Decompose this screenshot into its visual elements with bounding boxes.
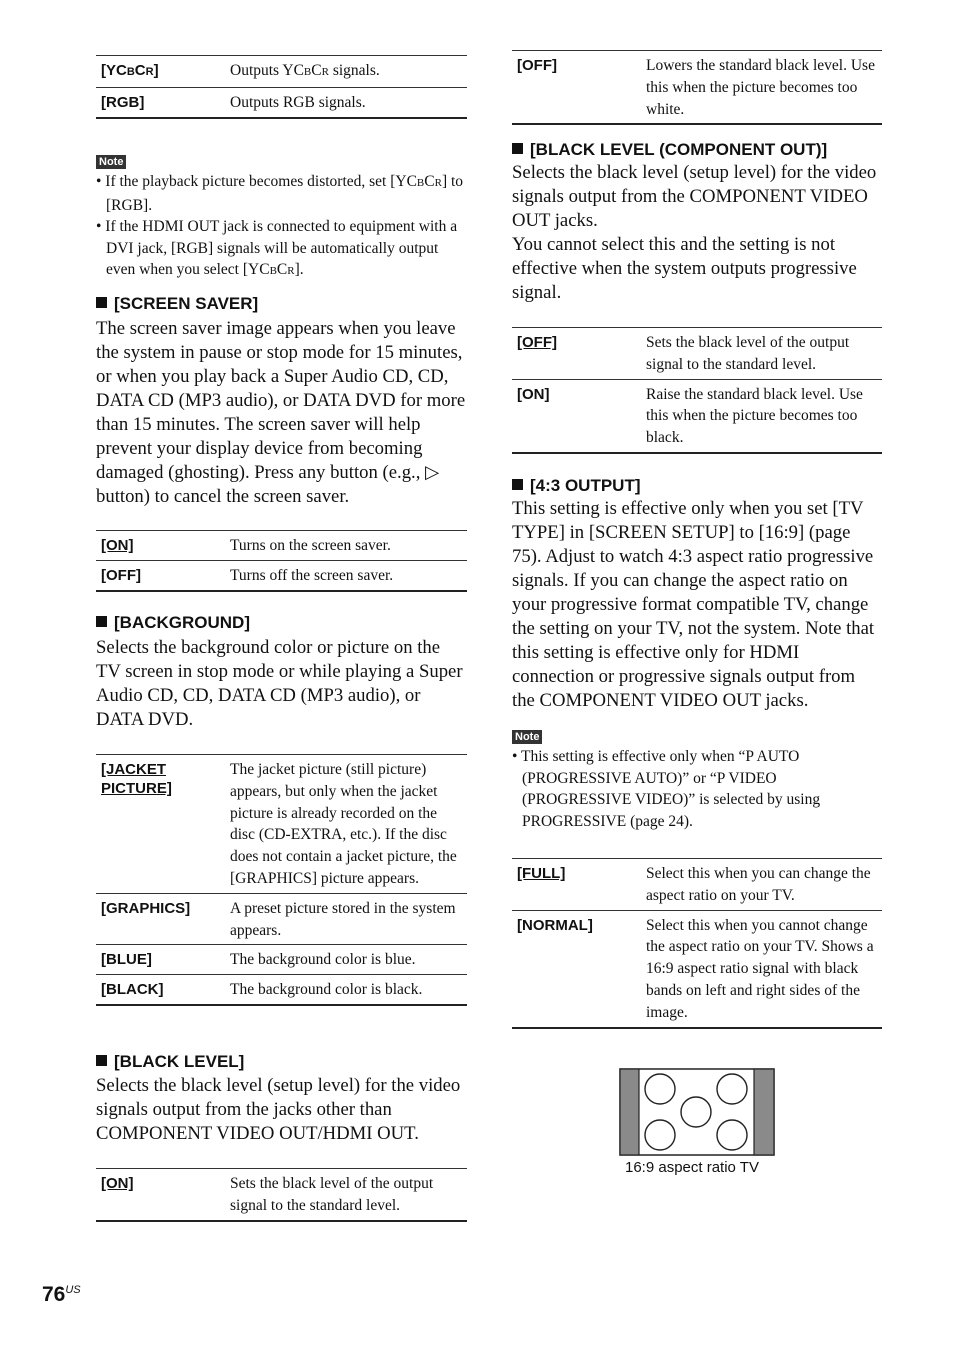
option-key: [GRAPHICS] [101, 899, 191, 917]
option-value: A preset picture stored in the system appears. [230, 899, 456, 939]
black-level-table [96, 1168, 467, 1222]
option-key: [JACKET PICTURE] [101, 761, 172, 797]
table-row [96, 56, 467, 88]
note-item: • If the HDMI OUT jack is connected to equipment with a DVI jack, [RGB] signals will be automatically output even when you select [YCBCR]. [96, 218, 458, 279]
table-row [512, 859, 882, 911]
option-key: [BLACK] [101, 981, 164, 999]
option-key: [ON] [517, 385, 550, 403]
option-key: [OFF] [517, 57, 557, 74]
output43-table [512, 858, 882, 1029]
option-key: [YCBCR] [101, 62, 159, 79]
black-level-component-body1: Selects the black level (setup level) for the video signals output from the COMPONENT VIDEO OUT jacks. [512, 162, 877, 231]
note-list [96, 171, 467, 283]
note-tag: Note [512, 730, 542, 744]
option-key: [BLUE] [101, 951, 152, 969]
tv-caption: 16:9 aspect ratio TV [625, 1159, 759, 1176]
option-key: [FULL] [517, 865, 566, 882]
table-row [512, 328, 882, 380]
output43-body: This setting is effective only when you set [TV TYPE] in [SCREEN SETUP] to [16:9] (page 75). Adjust to watch 4:3 aspect ratio progressive signals. If you can change the aspect ratio on your progressive format compatible TV, change the setting on your TV, not the system. Note that this setting is effective only for HDMI connection or progressive signals output from the COMPONENT VIDEO OUT jacks. [512, 498, 875, 711]
option-value: Select this when you can change the aspect ratio on your TV. [646, 865, 871, 904]
table-row [512, 379, 882, 453]
option-value: Raise the standard black level. Use this when the picture becomes too black. [646, 385, 863, 447]
output43-heading: [4:3 OUTPUT] [512, 475, 641, 497]
ycbcr-table [96, 55, 467, 119]
note-item: • This setting is effective only when “P AUTO (PROGRESSIVE AUTO)” or “P VIDEO (PROGRESSIVE VIDEO)” is selected by using PROGRESSIVE (page 24). [512, 748, 821, 830]
option-value: Outputs RGB signals. [230, 93, 366, 111]
option-key: [RGB] [101, 93, 145, 111]
option-value: Turns off the screen saver. [230, 566, 394, 584]
table-row [96, 945, 467, 975]
tv-frame [620, 1069, 774, 1155]
table-row [96, 975, 467, 1005]
table-row [512, 910, 882, 1027]
option-value: The background color is black. [230, 981, 423, 999]
right-black-band [754, 1069, 774, 1155]
table-row [96, 1169, 467, 1221]
option-value: The background color is blue. [230, 951, 416, 969]
screen-saver-table [96, 530, 467, 592]
screen-saver-body: The screen saver image appears when you leave the system in pause or stop mode for 15 minutes, or when you play back a Super Audio CD, CD, DATA CD (MP3 audio), or DATA DVD for more than 15 minutes. The screen saver will help prevent your display device from becoming damaged (ghosting). Press any button (e.g., ▷ button) to cancel the screen saver. [96, 318, 466, 507]
black-level-component-heading: [BLACK LEVEL (COMPONENT OUT)] [512, 139, 827, 161]
black-level-body: Selects the black level (setup level) for the video signals output from the jacks other than COMPONENT VIDEO OUT/HDMI OUT. [96, 1075, 461, 1144]
option-value: The jacket picture (still picture) appears, but only when the jacket picture is already recorded on the disc (CD-EXTRA, etc.). If the disc does not contain a jacket picture, the [GRAPHICS] picture appears. [230, 761, 457, 887]
background-table [96, 754, 467, 1006]
table-row [512, 51, 882, 125]
black-level-component-table [512, 327, 882, 454]
note-item: • If the playback picture becomes distorted, set [YCBCR] to [RGB]. [96, 173, 464, 214]
option-value: Turns on the screen saver. [230, 537, 391, 554]
black-level-heading: [BLACK LEVEL] [96, 1051, 244, 1073]
left-black-band [620, 1069, 639, 1155]
note-list [512, 746, 882, 832]
option-key: [ON] [101, 537, 134, 554]
table-row [96, 893, 467, 945]
background-body: Selects the background color or picture on the TV screen in stop mode or while playing a Super Audio CD, CD, DATA CD (MP3 audio), or DATA DVD. [96, 637, 463, 730]
option-key: [OFF] [101, 566, 141, 584]
black-level-off-table [512, 50, 882, 125]
option-value: Select this when you cannot change the aspect ratio on your TV. Shows a 16:9 aspect ratio signal with black bands on left and right sides of the image. [646, 916, 874, 1021]
black-level-component-body2: You cannot select this and the setting is not effective when the system outputs progressive signal. [512, 234, 857, 303]
option-key: [OFF] [517, 334, 557, 351]
option-key: [ON] [101, 1175, 134, 1192]
table-row [96, 87, 467, 117]
note-tag: Note [96, 155, 126, 169]
option-value: Sets the black level of the output signal to the standard level. [230, 1175, 434, 1214]
table-row [96, 531, 467, 561]
option-value: Sets the black level of the output signal to the standard level. [646, 334, 850, 373]
table-row [96, 755, 467, 894]
background-heading: [BACKGROUND] [96, 612, 250, 634]
table-row [96, 560, 467, 590]
option-value: Outputs YCBCR signals. [230, 62, 380, 79]
option-value: Lowers the standard black level. Use this when the picture becomes too white. [646, 57, 875, 118]
tv-illustration [619, 1068, 775, 1157]
screen-saver-heading: [SCREEN SAVER] [96, 293, 258, 315]
option-key: [NORMAL] [517, 916, 593, 934]
page-number: $76^{US}$ [42, 1283, 81, 1306]
